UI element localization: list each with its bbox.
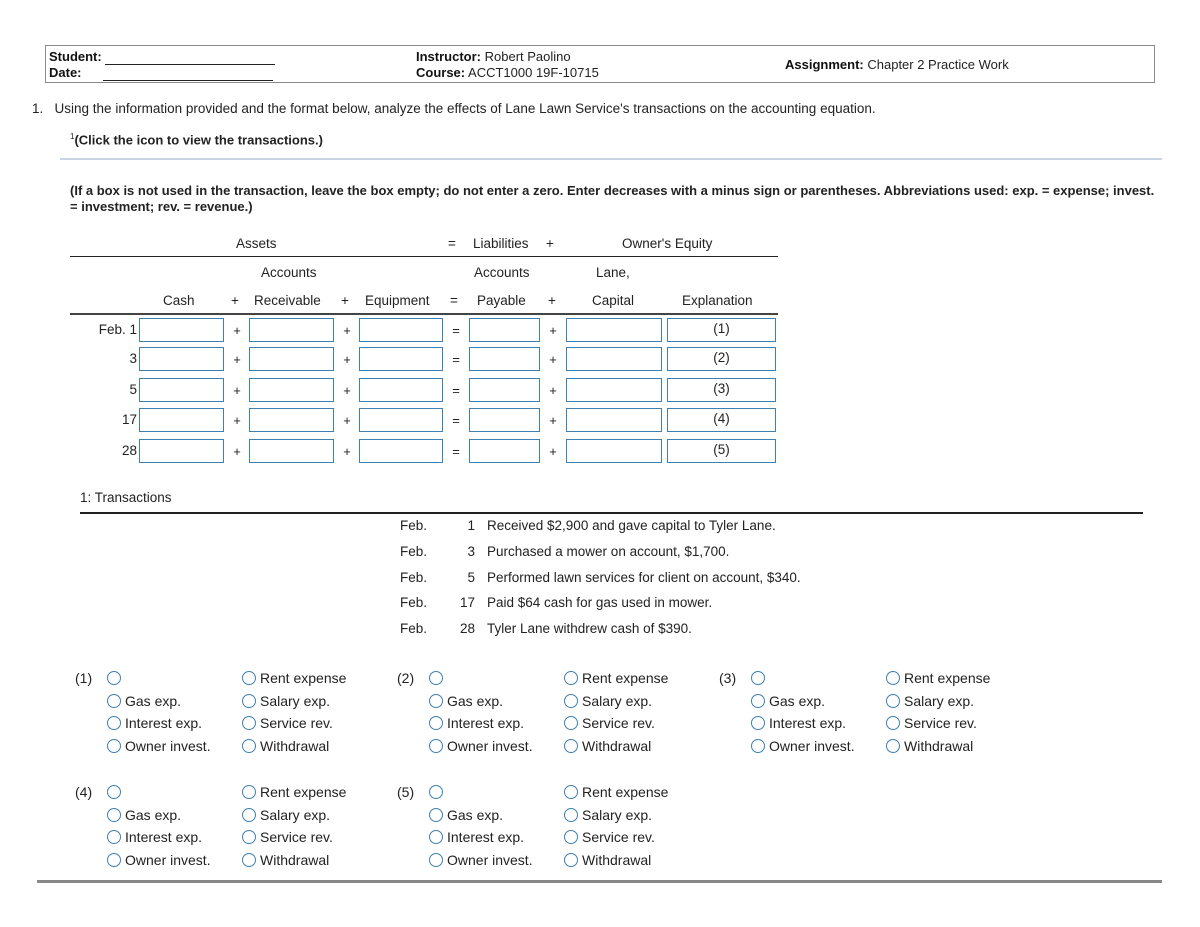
transaction-month: Feb. bbox=[400, 570, 428, 585]
col-plus-3: + bbox=[548, 293, 556, 308]
option-group-label: (3) bbox=[719, 670, 737, 686]
option-interest[interactable] bbox=[751, 715, 846, 731]
transaction-month: Feb. bbox=[400, 544, 428, 559]
course-label: Course: bbox=[416, 65, 466, 80]
transaction-day: 1 bbox=[467, 518, 475, 533]
option-blank[interactable] bbox=[429, 670, 447, 686]
plus-op: + bbox=[233, 352, 241, 367]
option-group-label: (5) bbox=[397, 784, 415, 800]
option-label: Withdrawal bbox=[260, 737, 330, 754]
transaction-day: 17 bbox=[459, 595, 475, 610]
transaction-day: 28 bbox=[459, 621, 475, 636]
radio-circle-icon[interactable] bbox=[107, 671, 121, 685]
col-cash: Cash bbox=[163, 293, 195, 308]
option-label: Withdrawal bbox=[260, 851, 330, 868]
option-label: Rent expense bbox=[260, 784, 347, 800]
col-equipment: Equipment bbox=[365, 293, 430, 308]
radio-circle-icon[interactable] bbox=[242, 853, 256, 867]
option-interest[interactable] bbox=[107, 829, 202, 845]
transaction-text: Tyler Lane withdrew cash of $390. bbox=[487, 621, 692, 636]
option-owner[interactable] bbox=[429, 852, 533, 868]
option-label: Interest exp. bbox=[769, 715, 847, 731]
explanation-select[interactable]: (1) bbox=[667, 318, 776, 342]
row-date-label: 17 bbox=[121, 412, 137, 427]
header-lane: Lane, bbox=[596, 265, 630, 280]
col-receivable: Receivable bbox=[254, 293, 321, 308]
radio-circle-icon[interactable] bbox=[107, 808, 121, 822]
col-explanation: Explanation bbox=[682, 293, 753, 308]
option-interest[interactable] bbox=[429, 715, 524, 731]
radio-circle-icon[interactable] bbox=[107, 785, 121, 799]
plus-op: + bbox=[343, 323, 351, 338]
plus-op: + bbox=[233, 383, 241, 398]
transaction-day: 5 bbox=[467, 570, 475, 585]
radio-circle-icon[interactable] bbox=[564, 716, 578, 730]
option-label: Service rev. bbox=[582, 829, 655, 845]
option-label: Salary exp. bbox=[904, 692, 975, 709]
option-salary[interactable] bbox=[242, 807, 330, 823]
header-accounts-payable-top: Accounts bbox=[474, 265, 530, 280]
option-rent[interactable] bbox=[564, 670, 668, 686]
col-plus-1: + bbox=[231, 293, 239, 308]
radio-circle-icon[interactable] bbox=[242, 694, 256, 708]
instructor-label: Instructor: bbox=[416, 49, 481, 64]
option-withdrawal[interactable] bbox=[242, 852, 329, 868]
radio-circle-icon[interactable] bbox=[429, 739, 443, 753]
transaction-text: Purchased a mower on account, $1,700. bbox=[487, 544, 730, 559]
assignment-label: Assignment: bbox=[785, 57, 864, 72]
option-label: Owner invest. bbox=[769, 737, 855, 754]
option-gas[interactable] bbox=[751, 693, 825, 709]
option-label: Interest exp. bbox=[125, 829, 203, 845]
radio-circle-icon[interactable] bbox=[107, 694, 121, 708]
course-name: ACCT1000 19F-10715 bbox=[468, 65, 599, 80]
option-gas[interactable] bbox=[429, 693, 503, 709]
transaction-item bbox=[400, 570, 801, 585]
student-label: Student: bbox=[49, 49, 102, 64]
radio-circle-icon[interactable] bbox=[751, 739, 765, 753]
option-withdrawal[interactable] bbox=[564, 852, 651, 868]
radio-circle-icon[interactable] bbox=[886, 739, 900, 753]
equals-op: = bbox=[452, 413, 460, 428]
radio-circle-icon[interactable] bbox=[107, 853, 121, 867]
equipment-input[interactable] bbox=[359, 318, 443, 342]
header-accounts-receivable-top: Accounts bbox=[261, 265, 317, 280]
option-label: Owner invest. bbox=[447, 851, 533, 868]
radio-circle-icon[interactable] bbox=[242, 830, 256, 844]
payable-input[interactable] bbox=[469, 347, 540, 371]
option-label: Rent expense bbox=[260, 670, 347, 686]
instructions: (If a box is not used in the transaction, leave the box empty; do not enter a zero. Enter decreases with a minus sign or parentheses. Abbreviations used: exp. = expense; invest. = investment; rev. = revenue.) bbox=[70, 183, 1155, 214]
header-rule-1 bbox=[70, 256, 778, 257]
option-blank[interactable] bbox=[429, 784, 447, 800]
transaction-month: Feb. bbox=[400, 595, 428, 610]
payable-input[interactable] bbox=[469, 408, 540, 432]
option-label: Salary exp. bbox=[260, 806, 331, 823]
equipment-input[interactable] bbox=[359, 439, 443, 463]
assignment-header bbox=[45, 45, 1155, 83]
equipment-input[interactable] bbox=[359, 347, 443, 371]
equipment-input[interactable] bbox=[359, 378, 443, 402]
transaction-text: Received $2,900 and gave capital to Tyler Lane. bbox=[487, 518, 776, 533]
header-top-equals: = bbox=[448, 236, 456, 251]
transaction-text: Performed lawn services for client on account, $340. bbox=[487, 570, 801, 585]
radio-circle-icon[interactable] bbox=[107, 716, 121, 730]
radio-circle-icon[interactable] bbox=[886, 716, 900, 730]
option-label: Interest exp. bbox=[447, 829, 525, 845]
click-text: (Click the icon to view the transactions.) bbox=[74, 132, 323, 148]
radio-circle-icon[interactable] bbox=[429, 808, 443, 822]
radio-circle-icon[interactable] bbox=[564, 671, 578, 685]
plus-op: + bbox=[549, 383, 557, 398]
capital-input[interactable] bbox=[566, 408, 662, 432]
option-interest[interactable] bbox=[107, 715, 202, 731]
plus-op: + bbox=[549, 352, 557, 367]
radio-circle-icon[interactable] bbox=[107, 739, 121, 753]
option-withdrawal[interactable] bbox=[886, 738, 973, 754]
option-label: Salary exp. bbox=[260, 692, 331, 709]
option-label: Rent expense bbox=[904, 670, 991, 686]
plus-op: + bbox=[549, 323, 557, 338]
transaction-day: 3 bbox=[467, 544, 475, 559]
assignment-name: Chapter 2 Practice Work bbox=[867, 57, 1009, 72]
option-label: Gas exp. bbox=[125, 692, 182, 709]
date-line bbox=[103, 69, 273, 81]
capital-input[interactable] bbox=[566, 318, 662, 342]
capital-input[interactable] bbox=[566, 378, 662, 402]
payable-input[interactable] bbox=[469, 439, 540, 463]
radio-circle-icon[interactable] bbox=[242, 739, 256, 753]
option-owner[interactable] bbox=[751, 738, 855, 754]
plus-op: + bbox=[233, 413, 241, 428]
transaction-month: Feb. bbox=[400, 518, 428, 533]
equals-op: = bbox=[452, 323, 460, 338]
option-gas[interactable] bbox=[429, 807, 503, 823]
option-group-label: (1) bbox=[75, 670, 93, 686]
capital-input[interactable] bbox=[566, 347, 662, 371]
bottom-rule bbox=[37, 880, 1162, 883]
question-text bbox=[32, 101, 876, 116]
option-withdrawal[interactable] bbox=[564, 738, 651, 754]
option-label: Owner invest. bbox=[125, 737, 211, 754]
option-blank[interactable] bbox=[751, 670, 769, 686]
radio-circle-icon[interactable] bbox=[886, 694, 900, 708]
capital-input[interactable] bbox=[566, 439, 662, 463]
option-salary[interactable] bbox=[564, 807, 652, 823]
payable-input[interactable] bbox=[469, 318, 540, 342]
option-label: Rent expense bbox=[582, 670, 669, 686]
radio-circle-icon[interactable] bbox=[564, 785, 578, 799]
header-assets: Assets bbox=[236, 236, 277, 251]
plus-op: + bbox=[343, 383, 351, 398]
option-label: Rent expense bbox=[582, 784, 669, 800]
radio-circle-icon[interactable] bbox=[429, 830, 443, 844]
plus-op: + bbox=[549, 444, 557, 459]
radio-circle-icon[interactable] bbox=[242, 785, 256, 799]
option-blank[interactable] bbox=[107, 670, 125, 686]
option-service[interactable] bbox=[242, 715, 333, 731]
option-label: Withdrawal bbox=[904, 737, 974, 754]
option-label: Interest exp. bbox=[447, 715, 525, 731]
option-salary[interactable] bbox=[886, 693, 974, 709]
radio-circle-icon[interactable] bbox=[429, 671, 443, 685]
radio-circle-icon[interactable] bbox=[107, 830, 121, 844]
col-payable: Payable bbox=[477, 293, 526, 308]
equals-op: = bbox=[452, 352, 460, 367]
question-body: Using the information provided and the format below, analyze the effects of Lane Lawn Service's transactions on the accounting equation. bbox=[54, 101, 876, 116]
option-label: Service rev. bbox=[260, 829, 333, 845]
radio-circle-icon[interactable] bbox=[242, 716, 256, 730]
option-service[interactable] bbox=[886, 715, 977, 731]
explanation-select[interactable]: (5) bbox=[667, 439, 776, 463]
receivable-input[interactable] bbox=[249, 378, 334, 402]
receivable-input[interactable] bbox=[249, 408, 334, 432]
option-label: Salary exp. bbox=[582, 806, 653, 823]
col-capital: Capital bbox=[592, 293, 635, 308]
transaction-item bbox=[400, 621, 692, 636]
cash-input[interactable] bbox=[139, 347, 224, 371]
col-equals: = bbox=[450, 293, 458, 308]
radio-circle-icon[interactable] bbox=[751, 671, 765, 685]
row-date-label: 3 bbox=[129, 351, 137, 366]
date-label: Date: bbox=[49, 65, 82, 80]
plus-op: + bbox=[233, 444, 241, 459]
option-service[interactable] bbox=[564, 715, 655, 731]
plus-op: + bbox=[343, 352, 351, 367]
radio-circle-icon[interactable] bbox=[564, 808, 578, 822]
option-salary[interactable] bbox=[242, 693, 330, 709]
option-label: Gas exp. bbox=[447, 806, 504, 823]
plus-op: + bbox=[549, 413, 557, 428]
option-group-label: (4) bbox=[75, 784, 93, 800]
payable-input[interactable] bbox=[469, 378, 540, 402]
option-rent[interactable] bbox=[564, 784, 668, 800]
row-date-label: Feb. 1 bbox=[98, 322, 137, 337]
view-transactions-link[interactable] bbox=[70, 132, 323, 147]
plus-op: + bbox=[233, 323, 241, 338]
cash-input[interactable] bbox=[139, 318, 224, 342]
option-label: Gas exp. bbox=[447, 692, 504, 709]
transaction-month: Feb. bbox=[400, 621, 428, 636]
radio-circle-icon[interactable] bbox=[564, 830, 578, 844]
transactions-rule bbox=[80, 512, 1143, 514]
option-label: Gas exp. bbox=[769, 692, 826, 709]
radio-circle-icon[interactable] bbox=[429, 716, 443, 730]
section-divider bbox=[60, 158, 1162, 160]
option-label: Interest exp. bbox=[125, 715, 203, 731]
option-rent[interactable] bbox=[242, 784, 346, 800]
radio-circle-icon[interactable] bbox=[429, 785, 443, 799]
header-top-plus: + bbox=[546, 236, 554, 251]
plus-op: + bbox=[343, 413, 351, 428]
option-salary[interactable] bbox=[564, 693, 652, 709]
cash-input[interactable] bbox=[139, 439, 224, 463]
radio-circle-icon[interactable] bbox=[242, 808, 256, 822]
footnote-mark: 1 bbox=[70, 132, 75, 141]
option-gas[interactable] bbox=[107, 693, 181, 709]
equipment-input[interactable] bbox=[359, 408, 443, 432]
transactions-title: 1: Transactions bbox=[80, 490, 172, 505]
explanation-select[interactable]: (3) bbox=[667, 378, 776, 402]
option-service[interactable] bbox=[564, 829, 655, 845]
option-label: Owner invest. bbox=[447, 737, 533, 754]
header-rule-2 bbox=[70, 313, 778, 315]
radio-circle-icon[interactable] bbox=[564, 853, 578, 867]
header-liabilities: Liabilities bbox=[473, 236, 529, 251]
equals-op: = bbox=[452, 444, 460, 459]
radio-circle-icon[interactable] bbox=[429, 853, 443, 867]
option-label: Gas exp. bbox=[125, 806, 182, 823]
radio-circle-icon[interactable] bbox=[564, 739, 578, 753]
option-gas[interactable] bbox=[107, 807, 181, 823]
option-label: Owner invest. bbox=[125, 851, 211, 868]
option-label: Withdrawal bbox=[582, 737, 652, 754]
header-owners-equity: Owner's Equity bbox=[622, 236, 713, 251]
student-line bbox=[105, 53, 275, 65]
option-interest[interactable] bbox=[429, 829, 524, 845]
radio-circle-icon[interactable] bbox=[751, 694, 765, 708]
equals-op: = bbox=[452, 383, 460, 398]
option-withdrawal[interactable] bbox=[242, 738, 329, 754]
row-date-label: 5 bbox=[129, 382, 137, 397]
option-label: Service rev. bbox=[582, 715, 655, 731]
plus-op: + bbox=[343, 444, 351, 459]
option-label: Service rev. bbox=[904, 715, 977, 731]
transaction-item bbox=[400, 544, 729, 559]
explanation-select[interactable]: (2) bbox=[667, 347, 776, 371]
row-date-label: 28 bbox=[121, 443, 137, 458]
cash-input[interactable] bbox=[139, 378, 224, 402]
receivable-input[interactable] bbox=[249, 439, 334, 463]
cash-input[interactable] bbox=[139, 408, 224, 432]
radio-circle-icon[interactable] bbox=[564, 694, 578, 708]
receivable-input[interactable] bbox=[249, 318, 334, 342]
option-owner[interactable] bbox=[107, 852, 211, 868]
col-plus-2: + bbox=[341, 293, 349, 308]
option-service[interactable] bbox=[242, 829, 333, 845]
instructor-name: Robert Paolino bbox=[484, 49, 571, 64]
question-number: 1. bbox=[32, 101, 44, 116]
option-group-label: (2) bbox=[397, 670, 415, 686]
explanation-select[interactable]: (4) bbox=[667, 408, 776, 432]
radio-circle-icon[interactable] bbox=[886, 671, 900, 685]
option-owner[interactable] bbox=[429, 738, 533, 754]
transaction-item bbox=[400, 518, 776, 533]
option-rent[interactable] bbox=[886, 670, 990, 686]
radio-circle-icon[interactable] bbox=[242, 671, 256, 685]
radio-circle-icon[interactable] bbox=[751, 716, 765, 730]
option-label: Withdrawal bbox=[582, 851, 652, 868]
option-label: Service rev. bbox=[260, 715, 333, 731]
transaction-text: Paid $64 cash for gas used in mower. bbox=[487, 595, 713, 610]
option-rent[interactable] bbox=[242, 670, 346, 686]
option-owner[interactable] bbox=[107, 738, 211, 754]
transaction-item bbox=[400, 595, 712, 610]
option-blank[interactable] bbox=[107, 784, 125, 800]
option-label: Salary exp. bbox=[582, 692, 653, 709]
radio-circle-icon[interactable] bbox=[429, 694, 443, 708]
receivable-input[interactable] bbox=[249, 347, 334, 371]
